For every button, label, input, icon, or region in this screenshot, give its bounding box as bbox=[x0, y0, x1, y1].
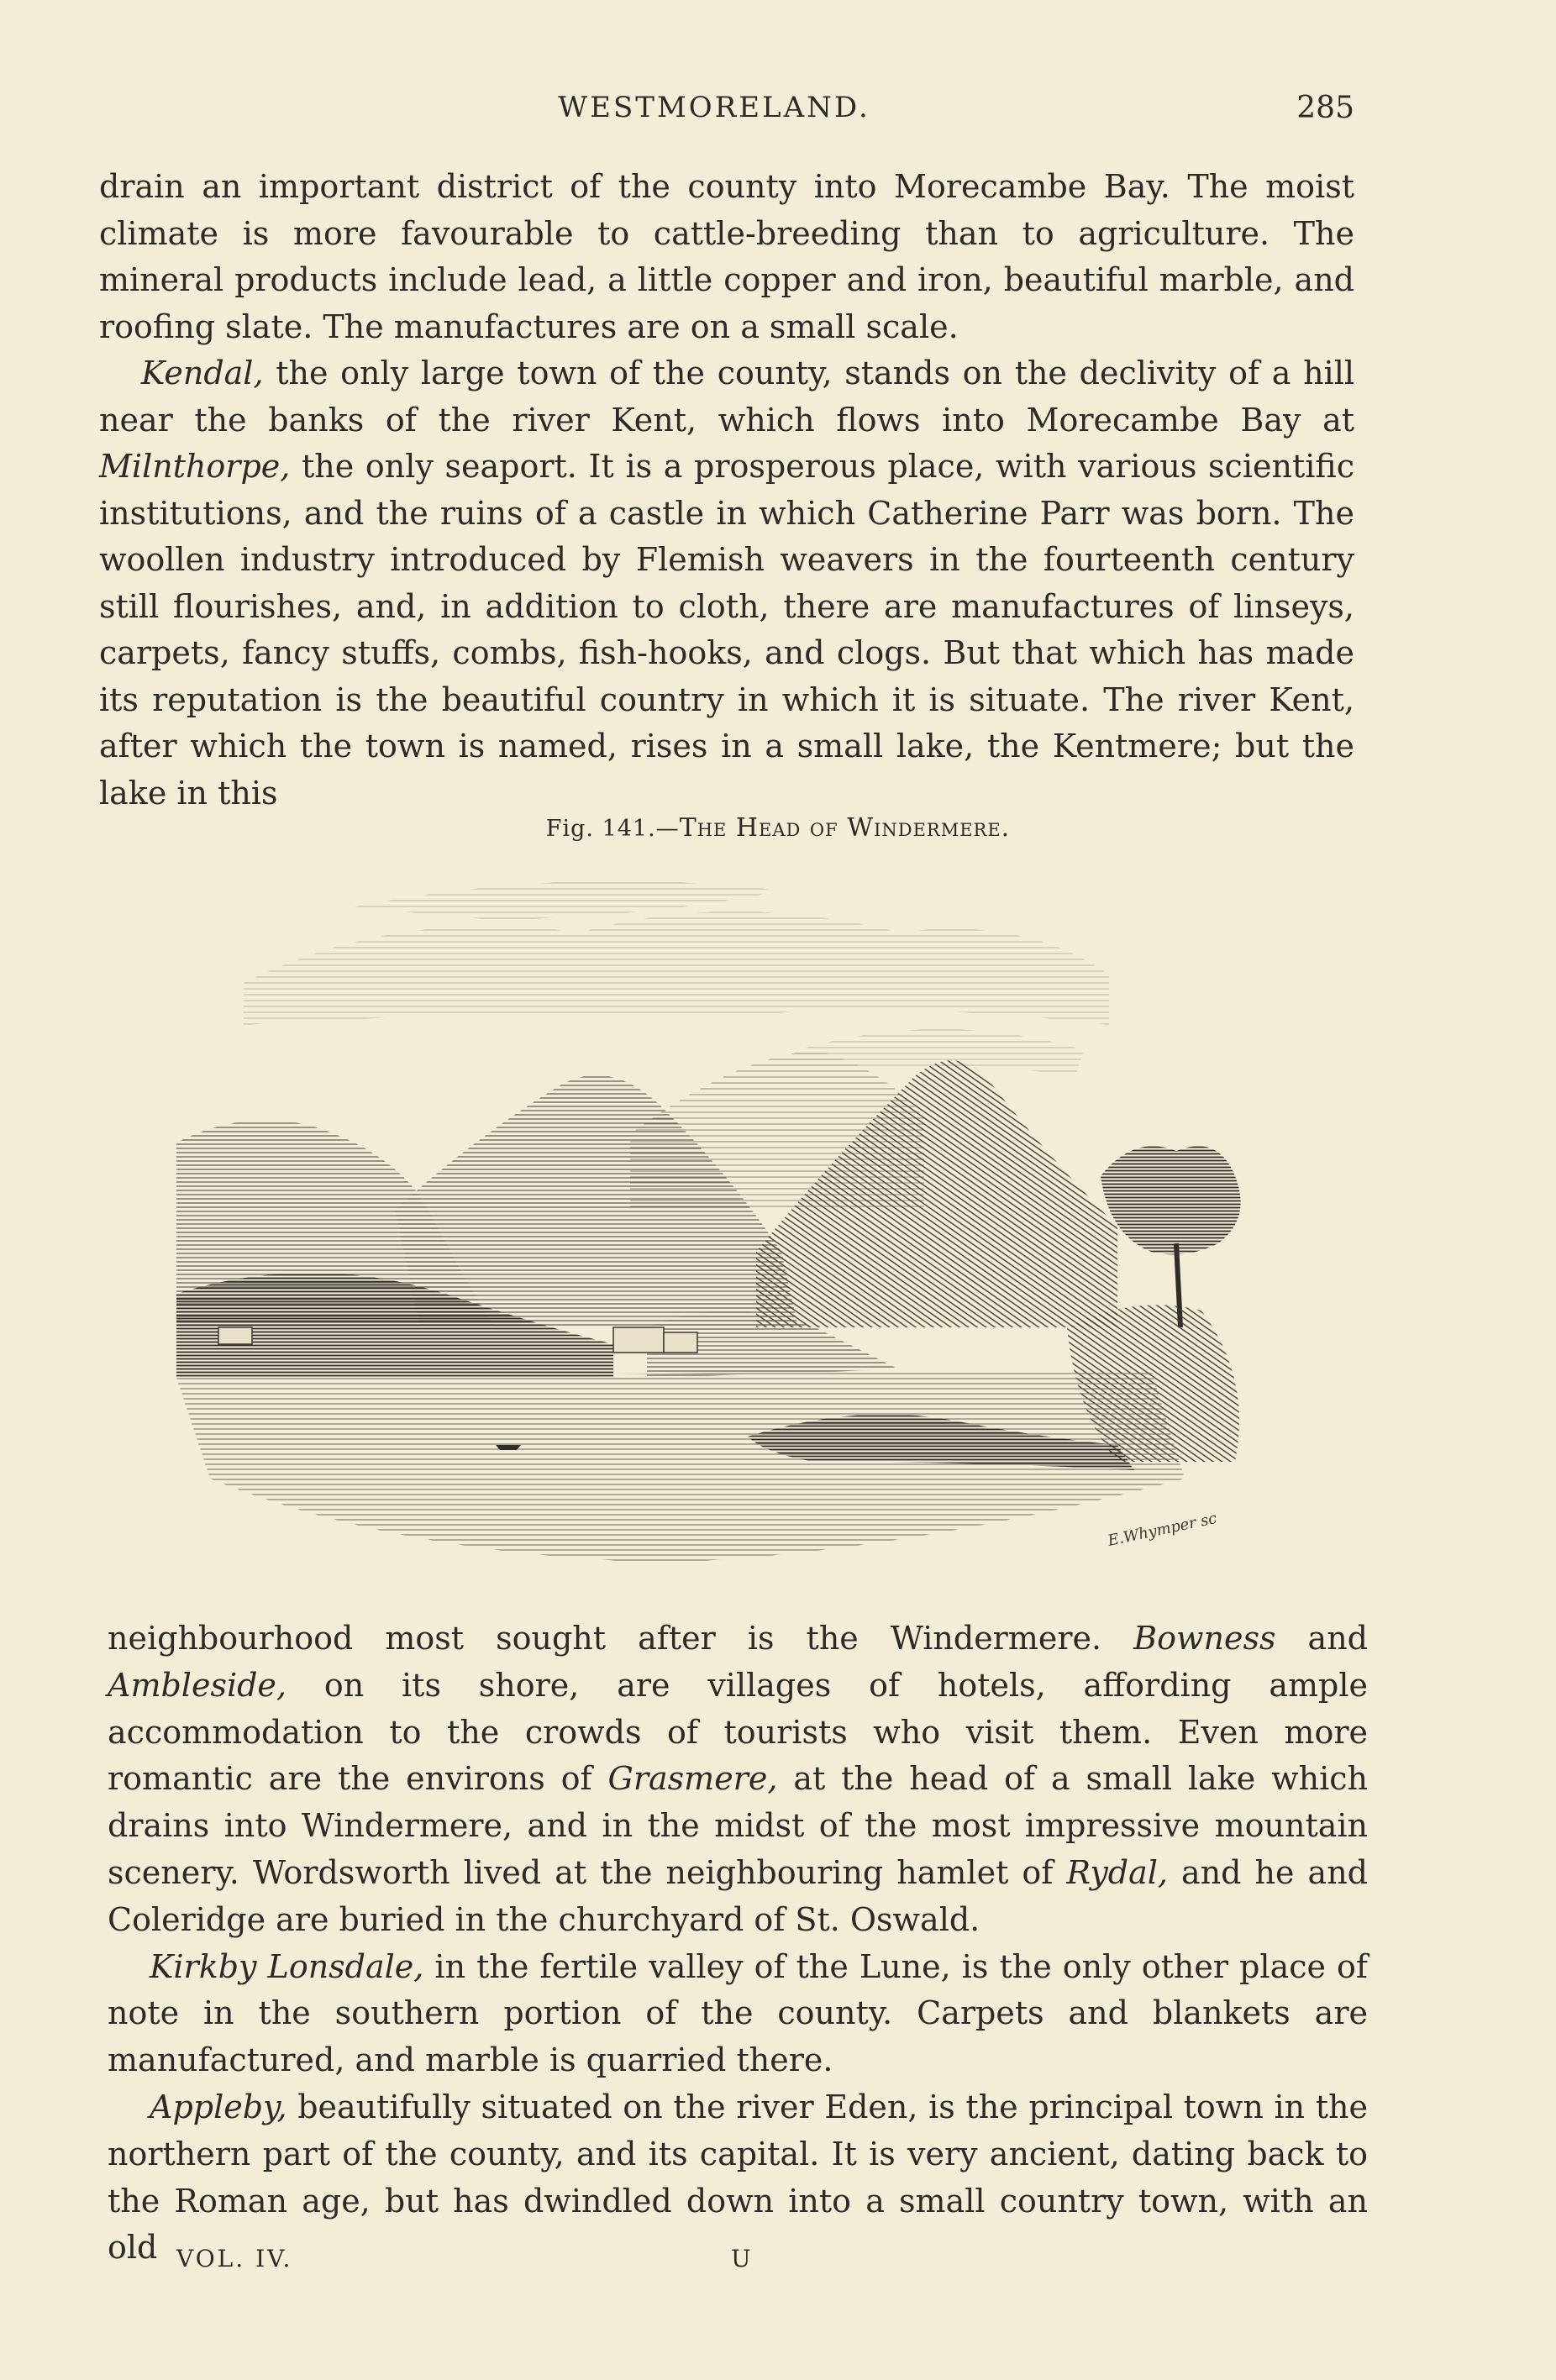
paragraph bbox=[108, 1616, 1368, 1944]
place-name: Rydal, bbox=[1066, 1853, 1168, 1891]
page-number: 285 bbox=[1296, 91, 1354, 125]
figure-caption bbox=[0, 813, 1556, 843]
engraver-signature: E.Whymper sc bbox=[1106, 1509, 1219, 1550]
place-name: Bowness bbox=[1133, 1620, 1276, 1657]
paragraph bbox=[108, 1944, 1368, 2084]
page-footer bbox=[0, 2245, 1556, 2287]
place-name: Milnthorpe, bbox=[99, 448, 291, 485]
paragraph bbox=[108, 2084, 1368, 2272]
running-title: WESTMORELAND. bbox=[558, 91, 870, 124]
sky-clouds bbox=[244, 881, 1109, 1075]
windermere-engraving bbox=[143, 857, 1302, 1596]
text-run: at the head of a small lake which drains into Windermere, and in the midst of the most impressive mountain scenery. Wordsworth lived at the neighbouring hamlet of bbox=[108, 1760, 1369, 1891]
figure-number: Fig. 141.— bbox=[545, 816, 680, 842]
lake-water bbox=[176, 1369, 1185, 1563]
text-run: and bbox=[1275, 1620, 1368, 1657]
paragraph bbox=[99, 350, 1354, 817]
text-run: in the fertile valley of the Lune, is the only other place of note in the southern portion of the county. Carpets and blankets are manufactured, and marble is quarried there. bbox=[108, 1947, 1368, 2079]
place-name: Kendal, bbox=[141, 355, 264, 391]
text-run: beautifully situated on the river Eden, is the principal town in the northern part of the county, and its capital. It is very ancient, dating back to the Roman age, but has dwindled down into a small country town, with an old bbox=[108, 2088, 1368, 2267]
running-head bbox=[0, 91, 1556, 141]
place-name: Grasmere, bbox=[607, 1760, 778, 1798]
text-run: the only large town of the county, stands on the declivity of a hill near the banks of the river Kent, which flows into Morecambe Bay at bbox=[99, 355, 1354, 439]
place-name: Appleby, bbox=[150, 2088, 287, 2125]
boat bbox=[496, 1445, 521, 1450]
text-run: neighbourhood most sought after is the Windermere. bbox=[108, 1620, 1134, 1657]
body-text-bottom bbox=[108, 1616, 1368, 2272]
signature-mark: U bbox=[731, 2245, 754, 2272]
paragraph bbox=[99, 164, 1354, 350]
text-run: drain an important district of the county into Morecambe Bay. The moist climate is more favourable to cattle-breeding than to agriculture. The mineral products include lead, a little copper and iron, beautiful marble, and roofing slate. The manufactures are on a small scale. bbox=[99, 168, 1354, 345]
place-name: Kirkby Lonsdale, bbox=[150, 1947, 424, 1985]
figure-title: The Head of Windermere. bbox=[679, 813, 1011, 843]
body-text-top bbox=[99, 164, 1354, 817]
text-run: on its shore, are villages of hotels, affording ample accommodation to the crowds of tourists who visit them. Even more romantic are the environs of bbox=[108, 1666, 1368, 1798]
volume-label: VOL. IV. bbox=[176, 2245, 293, 2272]
place-name: Ambleside, bbox=[108, 1666, 286, 1704]
text-run: and he and Coleridge are buried in the churchyard of St. Oswald. bbox=[108, 1853, 1368, 1938]
cliff-trees bbox=[1101, 1146, 1241, 1327]
text-run: the only seaport. It is a prosperous place, with various scientific institutions, and the ruins of a castle in which Catherine Parr was born. The woollen industry introduced by Flemish weavers in the fourteenth century still flourishes, and, in addition to cloth, there are manufactures of linseys, carpets, fancy stuffs, combs, fish-hooks, and clogs. But that which has made its reputation is the beautiful country in which it is situate. The river Kent, after which the town is named, rises in a small lake, the Kentmere; but the lake in this bbox=[99, 448, 1354, 812]
